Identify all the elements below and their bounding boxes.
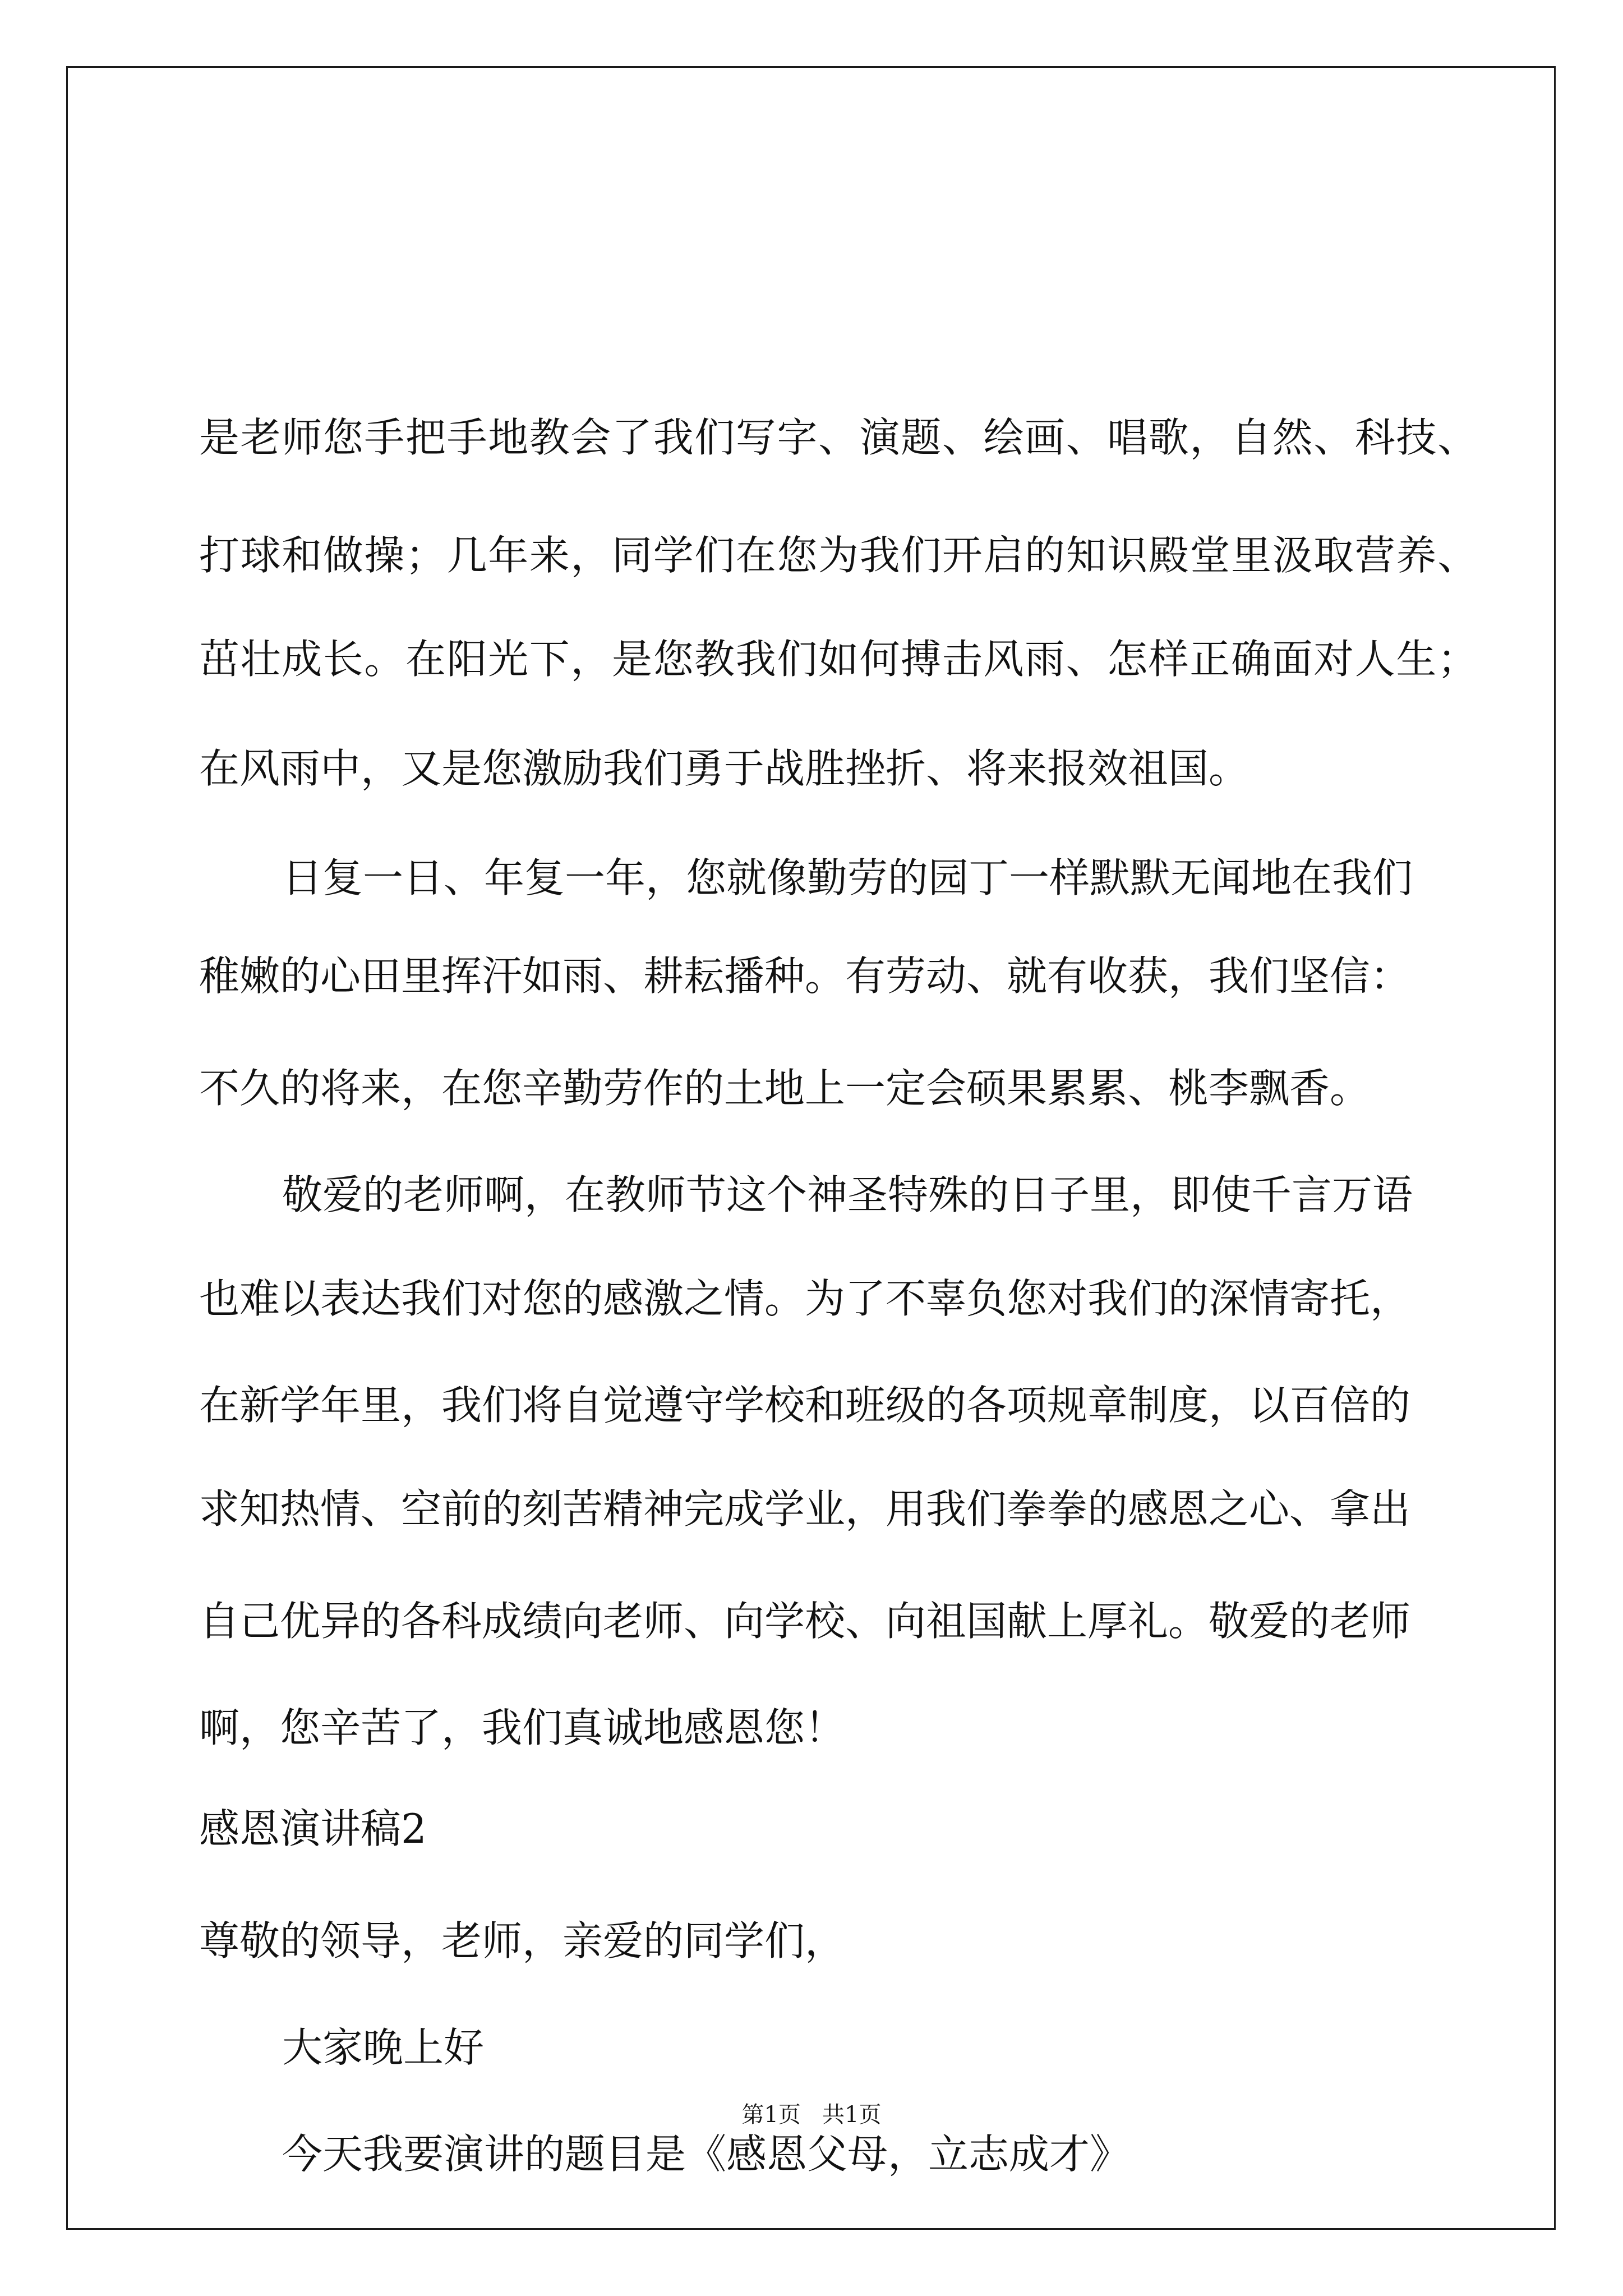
paragraph-line: 在风雨中，又是您激励我们勇于战胜挫折、将来报效祖国。 <box>199 745 1249 792</box>
page-number-footer: 第1页 共1页 <box>741 2102 882 2128</box>
section-heading: 感恩演讲稿2 <box>199 1805 427 1852</box>
paragraph-line: 不久的将来，在您辛勤劳作的土地上一定会硕果累累、桃李飘香。 <box>199 1065 1371 1112</box>
salutation-line: 尊敬的领导，老师，亲爱的同学们， <box>199 1917 846 1964</box>
paragraph-line: 打球和做操；几年来，同学们在您为我们开启的知识殿堂里汲取营养、 <box>199 532 1478 579</box>
paragraph-line: 在新学年里，我们将自觉遵守学校和班级的各项规章制度，以百倍的 <box>199 1382 1411 1429</box>
paragraph-line: 日复一日、年复一年，您就像勤劳的园丁一样默默无闻地在我们 <box>282 854 1413 901</box>
paragraph-line: 啊，您辛苦了，我们真诚地感恩您！ <box>199 1704 846 1751</box>
paragraph-line: 也难以表达我们对您的感激之情。为了不辜负您对我们的深情寄托， <box>199 1275 1411 1322</box>
paragraph-line: 茁壮成长。在阳光下，是您教我们如何搏击风雨、怎样正确面对人生； <box>199 636 1478 683</box>
paragraph-line: 敬爱的老师啊，在教师节这个神圣特殊的日子里，即使千言万语 <box>282 1171 1413 1218</box>
speech-title-line: 今天我要演讲的题目是《感恩父母，立志成才》 <box>282 2131 1131 2178</box>
greeting-line: 大家晚上好 <box>282 2024 485 2071</box>
paragraph-line: 稚嫩的心田里挥汗如雨、耕耘播种。有劳动、就有收获，我们坚信： <box>199 953 1411 1000</box>
paragraph-line: 自己优异的各科成绩向老师、向学校、向祖国献上厚礼。敬爱的老师 <box>199 1598 1411 1645</box>
page-border <box>66 66 1556 2230</box>
paragraph-line: 求知热情、空前的刻苦精神完成学业，用我们拳拳的感恩之心、拿出 <box>199 1485 1411 1533</box>
paragraph-line: 是老师您手把手地教会了我们写字、演题、绘画、唱歌，自然、科技、 <box>199 414 1478 461</box>
